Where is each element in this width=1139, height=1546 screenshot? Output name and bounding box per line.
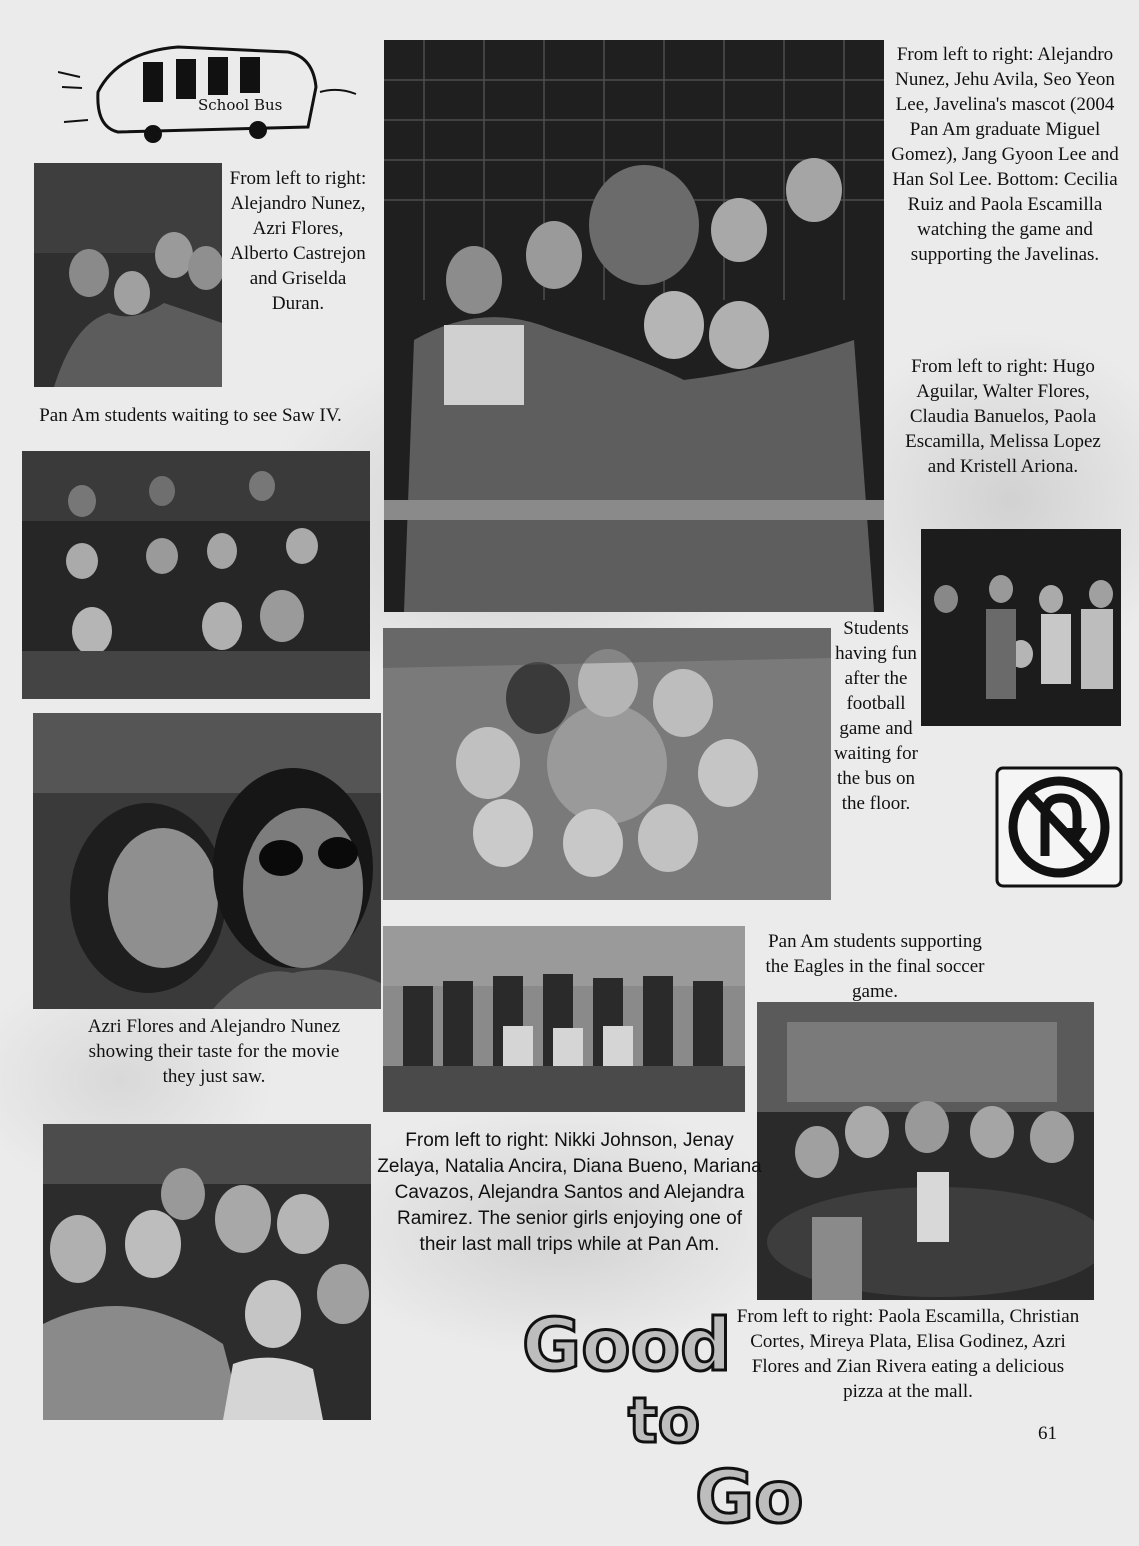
caption-pizza: From left to right: Paola Escamilla, Christian Cortes, Mireya Plata, Elisa Godinez, Azri Flores and Zian Rivera eating a delicious pizza at the mall.	[736, 1306, 1080, 1402]
photo-top-left-group	[34, 163, 222, 387]
photo-theater	[22, 451, 370, 699]
photo-right-group	[921, 529, 1121, 726]
caption-right-group: From left to right: Hugo Aguilar, Walter Flores, Claudia Banuelos, Paola Escamilla, Melissa Lopez and Kristell Ariona.	[905, 356, 1101, 477]
title-line-to: to	[628, 1384, 701, 1457]
caption-floor: Students having fun after the football game and waiting for the bus on the floor.	[834, 618, 918, 814]
caption-top-right: From left to right: Alejandro Nunez, Jehu Avila, Seo Yeon Lee, Javelina's mascot (2004 Pan Am graduate Miguel Gomez), Jang Gyoon Lee and Han Sol Lee. Bottom: Cecilia Ruiz and Paola Escamilla watching the game and supporting the Javelinas.	[891, 44, 1119, 265]
photo-mall-girls	[43, 1124, 371, 1420]
caption-theater-title: Pan Am students waiting to see Saw IV.	[39, 405, 342, 426]
caption-soccer: Pan Am students supporting the Eagles in the final soccer game.	[765, 931, 985, 1002]
title-line-good: Good	[522, 1303, 732, 1387]
photo-mascot-group	[384, 40, 884, 612]
photo-floor-circle	[383, 628, 831, 900]
page-number: 61	[1038, 1423, 1057, 1444]
photo-bus-selfie	[33, 713, 381, 1009]
caption-top-left: From left to right: Alejandro Nunez, Azri Flores, Alberto Castrejon and Griselda Duran.	[229, 168, 367, 314]
caption-mall: From left to right: Nikki Johnson, Jenay Zelaya, Natalia Ancira, Diana Bueno, Mariana Cavazos, Alejandra Santos and Alejandra Ramirez. The senior girls enjoying one of their last mall trips while at Pan Am.	[377, 1130, 762, 1255]
no-u-turn-sign-icon	[995, 766, 1123, 888]
bus-text: School Bus	[198, 96, 283, 114]
title-line-go: Go	[695, 1455, 804, 1539]
caption-movie-taste: Azri Flores and Alejandro Nunez showing their taste for the movie they just saw.	[87, 1016, 341, 1087]
school-bus-doodle	[58, 32, 358, 152]
photo-soccer-group	[383, 926, 745, 1112]
photo-pizza	[757, 1002, 1094, 1300]
